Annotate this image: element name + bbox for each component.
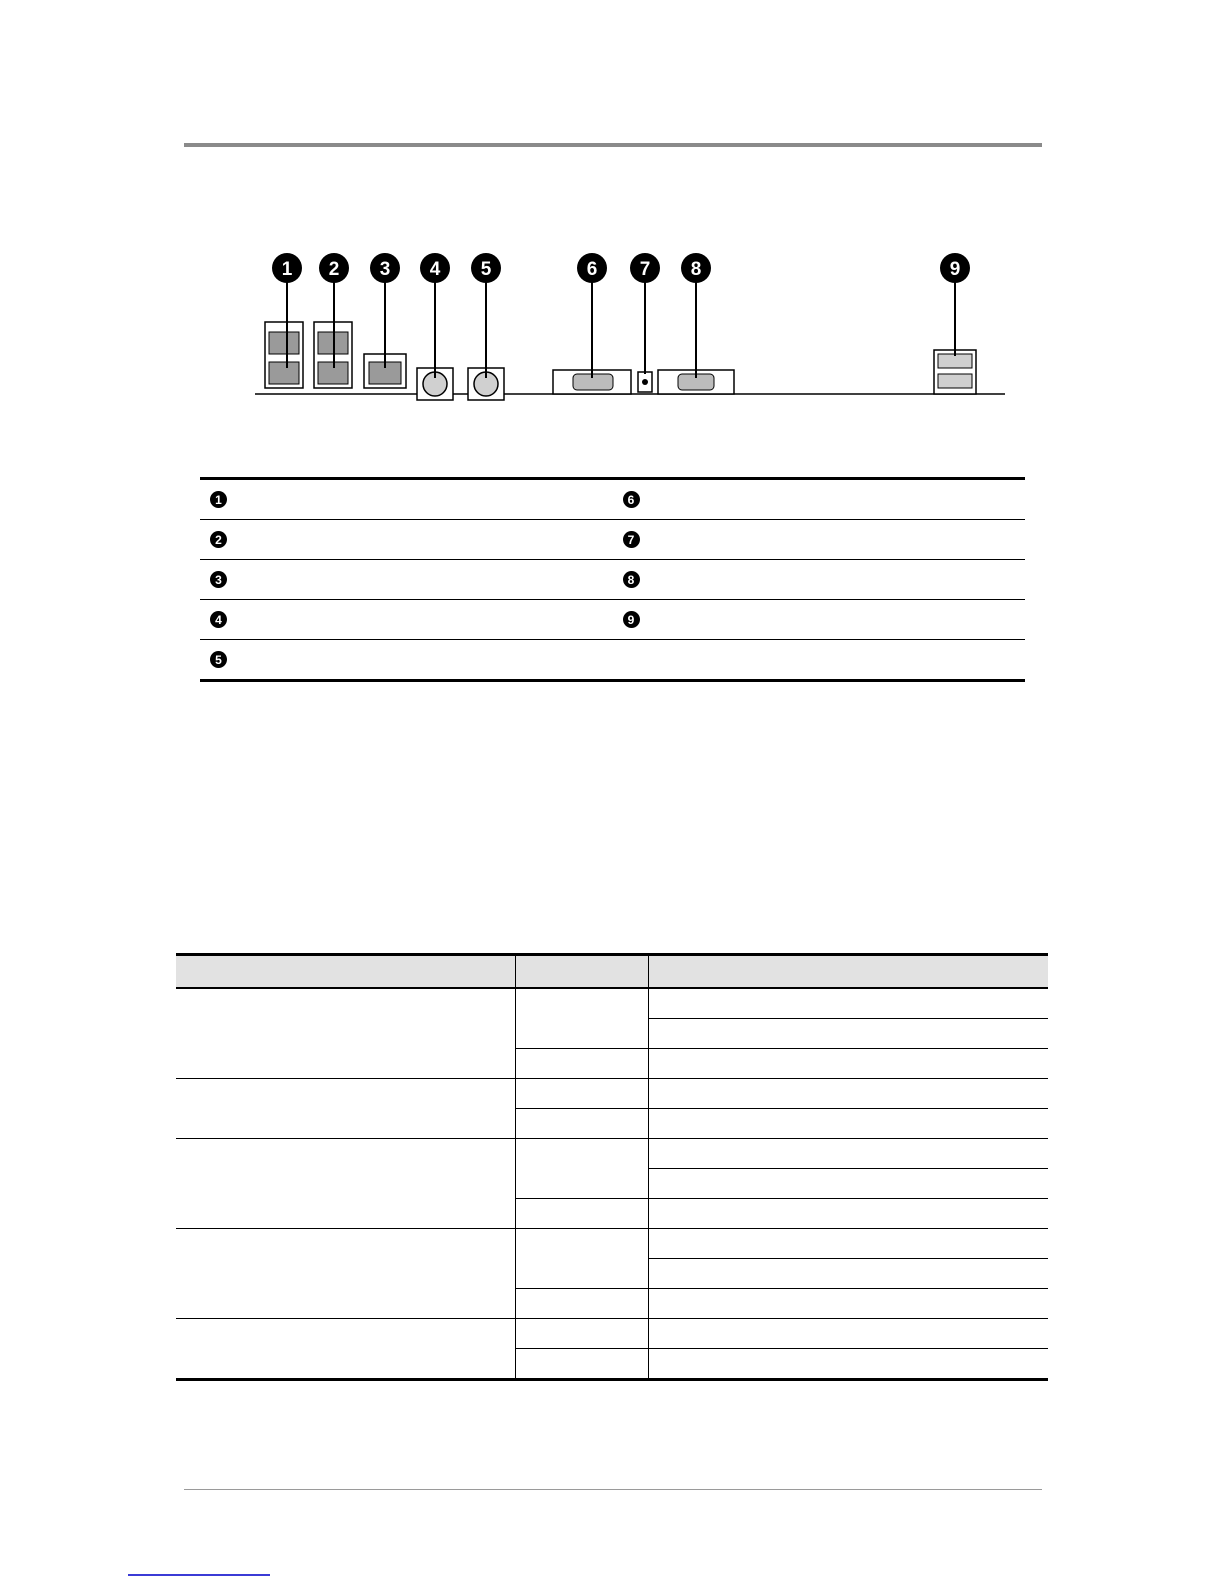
lan-port-1-graphic <box>265 322 303 388</box>
table-cell <box>516 1199 649 1229</box>
rear-panel-diagram <box>240 250 1020 410</box>
legend-cell <box>613 560 1026 599</box>
legend-cell <box>200 480 613 519</box>
spec-table <box>176 953 1048 1381</box>
rear-panel-svg <box>240 250 1020 410</box>
callout-8-number: 8 <box>690 259 702 280</box>
table-cell <box>649 1349 1049 1380</box>
legend-number: 9 <box>623 611 640 628</box>
spec-header-cell <box>516 955 649 989</box>
callout-2-number: 2 <box>328 259 340 280</box>
table-row <box>176 1079 1048 1109</box>
legend-row <box>200 640 1025 679</box>
group-cell <box>176 988 516 1079</box>
table-cell <box>516 1079 649 1109</box>
table-cell <box>516 988 649 1049</box>
group-cell <box>176 1319 516 1380</box>
group-cell <box>176 1229 516 1319</box>
legend-cell <box>613 520 1026 559</box>
legend-cell-empty <box>613 640 1026 679</box>
table-cell <box>516 1109 649 1139</box>
spec-header-row <box>176 955 1048 989</box>
legend-number: 1 <box>210 491 227 508</box>
table-row <box>176 1319 1048 1349</box>
legend-row <box>200 560 1025 600</box>
table-cell <box>649 1319 1049 1349</box>
table-cell <box>516 1049 649 1079</box>
table-row <box>176 988 1048 1019</box>
table-cell <box>649 1019 1049 1049</box>
table-cell <box>649 988 1049 1019</box>
usb-port-9-graphic <box>934 350 976 394</box>
table-cell <box>516 1139 649 1199</box>
table-cell <box>516 1349 649 1380</box>
legend-number: 2 <box>210 531 227 548</box>
header-rule <box>184 143 1042 147</box>
callout-3-number: 3 <box>379 259 391 280</box>
legend-cell <box>200 600 613 639</box>
table-cell <box>649 1049 1049 1079</box>
legend-number: 8 <box>623 571 640 588</box>
callout-1-number: 1 <box>281 259 293 280</box>
callout-bubbles <box>272 253 970 283</box>
callout-5-number: 5 <box>480 259 492 280</box>
legend-cell <box>613 600 1026 639</box>
footer-link-underline[interactable] <box>128 1574 270 1576</box>
legend-number: 5 <box>210 651 227 668</box>
table-cell <box>649 1229 1049 1259</box>
table-cell <box>649 1139 1049 1169</box>
spec-header-cell <box>649 955 1049 989</box>
table-cell <box>649 1289 1049 1319</box>
callout-6-number: 6 <box>586 259 598 280</box>
table-cell <box>516 1289 649 1319</box>
table-cell <box>649 1259 1049 1289</box>
table-cell <box>516 1319 649 1349</box>
legend-cell <box>200 560 613 599</box>
table-row <box>176 1229 1048 1259</box>
legend-number: 3 <box>210 571 227 588</box>
table-cell <box>516 1229 649 1289</box>
callout-4-number: 4 <box>429 259 441 280</box>
spec-header-cell <box>176 955 516 989</box>
callout-7-number: 7 <box>639 259 651 280</box>
group-cell <box>176 1079 516 1139</box>
footer-rule <box>184 1489 1042 1490</box>
legend-row <box>200 480 1025 520</box>
table-row <box>176 1139 1048 1169</box>
group-cell <box>176 1139 516 1229</box>
legend-row <box>200 520 1025 560</box>
table-cell <box>649 1169 1049 1199</box>
table-cell <box>649 1199 1049 1229</box>
legend-cell <box>613 480 1026 519</box>
callout-9-number: 9 <box>949 259 961 280</box>
legend-number: 4 <box>210 611 227 628</box>
port-7-graphic <box>638 372 652 392</box>
legend-row <box>200 600 1025 640</box>
table-cell <box>649 1109 1049 1139</box>
port-legend-table <box>200 477 1025 682</box>
legend-cell <box>200 520 613 559</box>
legend-cell <box>200 640 613 679</box>
legend-number: 6 <box>623 491 640 508</box>
table-cell <box>649 1079 1049 1109</box>
legend-number: 7 <box>623 531 640 548</box>
